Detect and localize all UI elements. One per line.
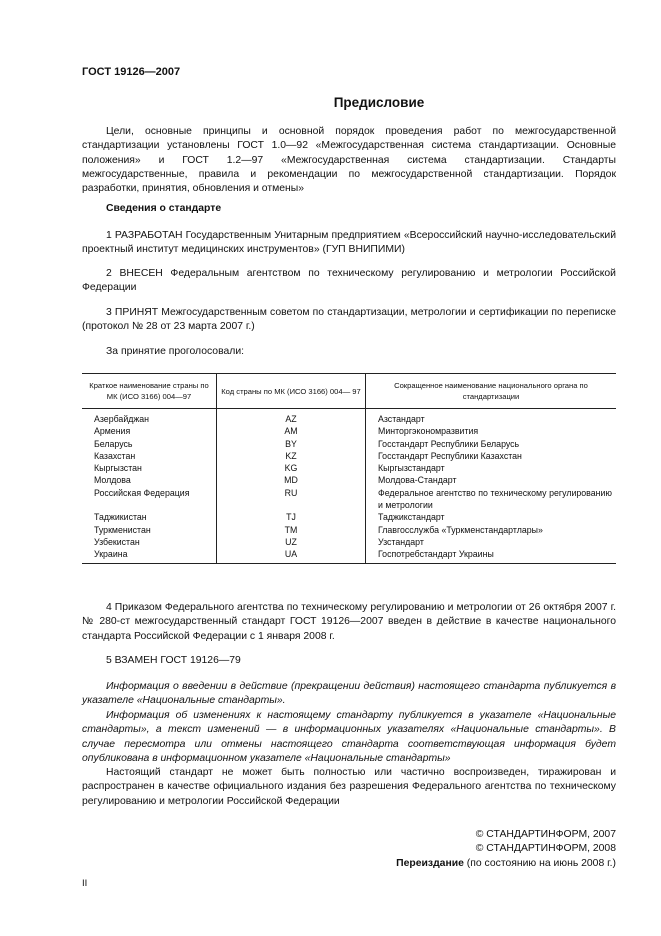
- table-row: [82, 511, 616, 523]
- countries-table: [82, 373, 616, 564]
- cell-country: Азербайджан: [82, 409, 217, 426]
- cell-code: AM: [217, 425, 366, 437]
- section-heading: Сведения о стандарте: [106, 203, 222, 214]
- item-5: 5 ВЗАМЕН ГОСТ 19126—79: [106, 655, 241, 666]
- reissue-label: Переиздание: [396, 857, 464, 869]
- table-row: [82, 438, 616, 450]
- table-row: [82, 462, 616, 474]
- copyright-2008: © СТАНДАРТИНФОРМ, 2008: [475, 843, 616, 855]
- copyright-block: [82, 828, 616, 871]
- cell-country: Беларусь: [82, 438, 217, 450]
- cell-country: Таджикистан: [82, 511, 217, 523]
- cell-country: Армения: [82, 425, 217, 437]
- cell-country: Казахстан: [82, 450, 217, 462]
- copyright-notice: Настоящий стандарт не может быть полностью или частично воспроизведен, тиражирован и распространен в качестве официального издания без разрешения Федерального агентства по техническому регулированию и метрологии Российской Федерации: [82, 767, 616, 807]
- cell-authority: Минторгэкономразвития: [378, 426, 479, 437]
- item-4: 4 Приказом Федерального агентства по техническому регулированию и метрологии от 26 октября 2007 г. № 280-ст межгосударственный стандарт ГОСТ 19126—2007 введен в действие в качестве национального стандарта Российской Федерации с 1 января 2008 г.: [82, 602, 616, 642]
- cell-authority: Госстандарт Республики Беларусь: [378, 438, 520, 449]
- cell-code: KZ: [217, 450, 366, 462]
- cell-authority: Госстандарт Республики Казахстан: [378, 450, 522, 461]
- table-row: [82, 548, 616, 563]
- cell-authority: Федеральное агентство по техническому регулированию и метрологии: [378, 487, 612, 511]
- cell-authority: Главгосслужба «Туркменстандартлары»: [378, 524, 543, 535]
- copyright-2007: © СТАНДАРТИНФОРМ, 2007: [475, 829, 616, 840]
- info-paragraph-1: Информация о введении в действие (прекращении действия) настоящего стандарта публикуется в указателе «Национальные стандарты».: [82, 681, 616, 707]
- cell-code: KG: [217, 462, 366, 474]
- header-code: Код страны по МК (ИСО 3166) 004— 97: [217, 374, 366, 409]
- cell-code: AZ: [217, 409, 366, 426]
- cell-country: Туркменистан: [82, 524, 217, 536]
- cell-authority: Госпотребстандарт Украины: [366, 548, 617, 563]
- item-2: 2 ВНЕСЕН Федеральным агентством по техническому регулированию и метрологии Российской Федерации: [82, 268, 616, 294]
- page-number: II: [82, 878, 88, 889]
- cell-country: Российская Федерация: [82, 487, 217, 512]
- voted-label: За принятие проголосовали:: [106, 346, 245, 357]
- table-row: [82, 474, 616, 486]
- header-authority: Сокращенное наименование национального органа по стандартизации: [366, 374, 617, 409]
- header-country: Краткое наименование страны по МК (ИСО 3166) 004—97: [82, 374, 217, 409]
- cell-country: Украина: [82, 548, 217, 563]
- cell-country: Молдова: [82, 474, 217, 486]
- cell-code: RU: [217, 487, 366, 512]
- cell-code: BY: [217, 438, 366, 450]
- cell-code: UA: [217, 548, 366, 563]
- cell-authority: Азстандарт: [378, 414, 425, 424]
- table-header-row: [82, 374, 616, 409]
- cell-country: Узбекистан: [82, 536, 217, 548]
- cell-authority: Кыргызстандарт: [378, 463, 445, 474]
- cell-authority: Таджикстандарт: [378, 512, 445, 523]
- info-paragraph-2: Информация об изменениях к настоящему стандарту публикуется в указателе «Национальные стандарты», а текст изменений — в информационных указателях «Национальные стандарты». В случае пересмотра или отмены настоящего стандарта соответствующая информация будет опубликована в информационном указателе «Национальные стандарты»: [82, 710, 616, 764]
- cell-code: TM: [217, 524, 366, 536]
- table-row: [82, 487, 616, 512]
- item-1: 1 РАЗРАБОТАН Государственным Унитарным предприятием «Всероссийский научно-исследовательский проектный институт медицинских инструментов» (ГУП ВНИПИМИ): [82, 230, 616, 256]
- reissue-date: (по состоянию на июнь 2008 г.): [463, 857, 616, 869]
- cell-authority: Узстандарт: [378, 536, 424, 547]
- item-3: 3 ПРИНЯТ Межгосударственным советом по стандартизации, метрологии и сертификации по переписке (протокол № 28 от 23 марта 2007 г.): [82, 307, 616, 333]
- document-header: ГОСТ 19126—2007: [82, 66, 181, 78]
- table-row: [82, 524, 616, 536]
- table-row: [82, 409, 616, 426]
- intro-paragraph: Цели, основные принципы и основной порядок проведения работ по межгосударственной стандартизации установлены ГОСТ 1.0—92 «Межгосударственная система стандартизации. Основные положения» и ГОСТ 1.2—97 «Межгосударственная система стандартизации. Стандарты межгосударственные, правила и рекомендации по межгосударственной стандартизации. Порядок разработки, принятия, обновления и отмены»: [82, 126, 616, 195]
- cell-code: TJ: [217, 511, 366, 523]
- cell-code: MD: [217, 474, 366, 486]
- page-title: Предисловие: [333, 95, 425, 110]
- cell-authority: Молдова-Стандарт: [378, 475, 457, 486]
- cell-country: Кыргызстан: [82, 462, 217, 474]
- cell-code: UZ: [217, 536, 366, 548]
- reissue-line: [82, 857, 616, 871]
- table-row: [82, 450, 616, 462]
- table-row: [82, 425, 616, 437]
- table-row: [82, 536, 616, 548]
